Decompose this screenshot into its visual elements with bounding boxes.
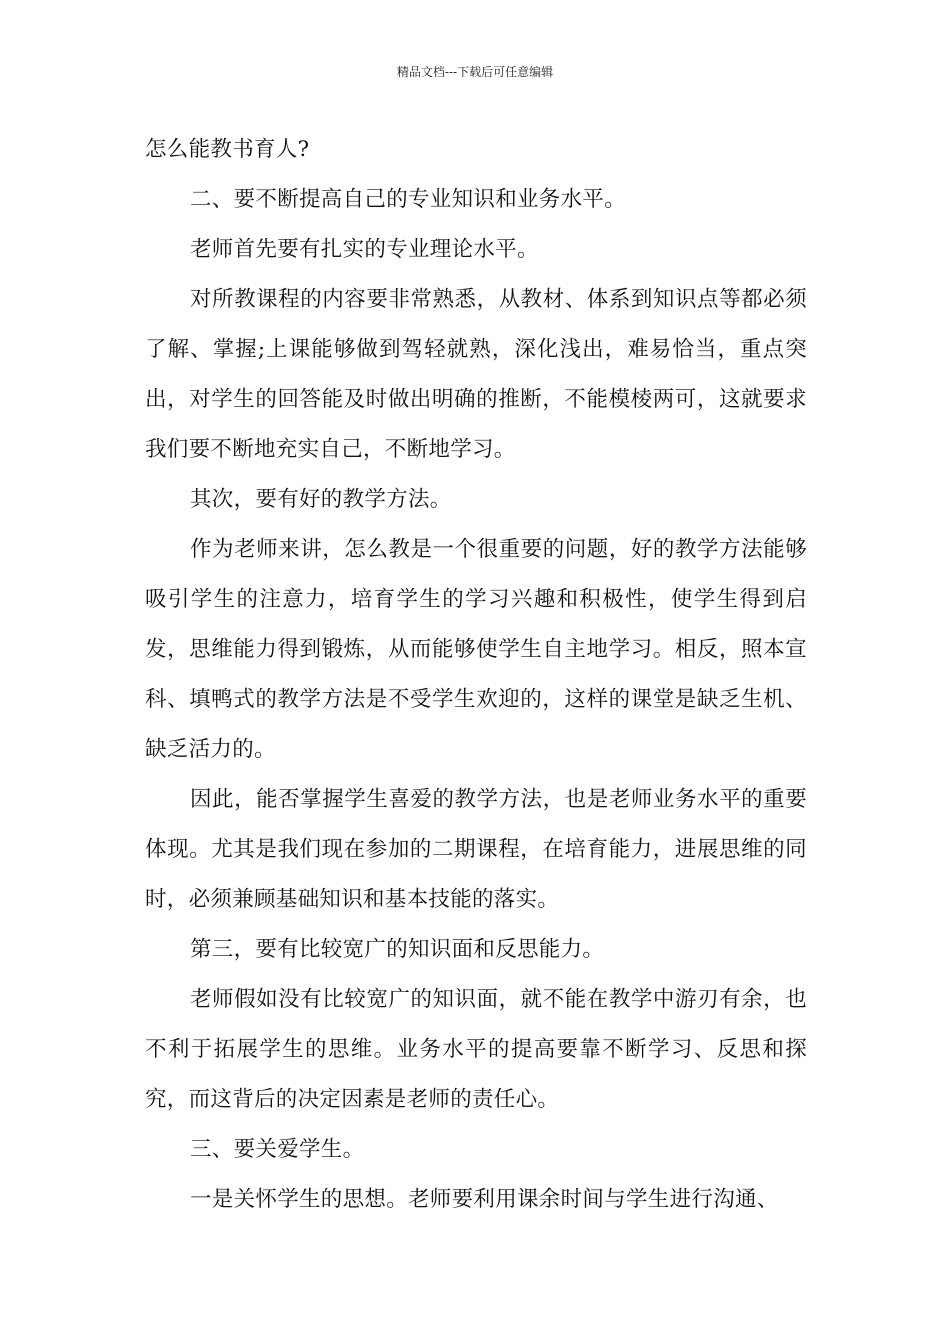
section-heading: 二、要不断提高自己的专业知识和业务水平。 <box>190 187 627 212</box>
paragraph: 因此，能否掌握学生喜爱的教学方法，也是老师业务水平的重要体现。尤其是我们现在参加的二期课程，在培育能力，进展思维的同时，必须兼顾基础知识和基本技能的落实。 <box>145 787 807 912</box>
paragraph: 一是关怀学生的思想。老师要利用课余时间与学生进行沟通、 <box>190 1187 779 1212</box>
paragraph: 作为老师来讲，怎么教是一个很重要的问题，好的教学方法能够吸引学生的注意力，培育学生的学习兴趣和积极性，使学生得到启发，思维能力得到锻炼，从而能够使学生自主地学习。相反，照本宣科、填鸭式的教学方法是不受学生欢迎的，这样的课堂是缺乏生机、缺乏活力的。 <box>145 537 807 762</box>
paragraph: 第三，要有比较宽广的知识面和反思能力。 <box>190 937 605 962</box>
paragraph: 对所教课程的内容要非常熟悉，从教材、体系到知识点等都必须了解、掌握;上课能够做到驾轻就熟，深化浅出，难易恰当，重点突出，对学生的回答能及时做出明确的推断，不能模棱两可，这就要求我们要不断地充实自己，不断地学习。 <box>145 287 807 462</box>
paragraph: 其次，要有好的教学方法。 <box>190 487 452 512</box>
section-heading: 三、要关爱学生。 <box>190 1137 365 1162</box>
document-body <box>145 125 807 1225</box>
paragraph: 老师假如没有比较宽广的知识面，就不能在教学中游刃有余，也不利于拓展学生的思维。业务水平的提高要靠不断学习、反思和探究，而这背后的决定因素是老师的责任心。 <box>145 987 807 1112</box>
paragraph: 老师首先要有扎实的专业理论水平。 <box>190 237 539 262</box>
page-header: 精品文档---下载后可任意编辑 <box>396 65 554 79</box>
paragraph: 怎么能教书育人? <box>145 137 310 162</box>
